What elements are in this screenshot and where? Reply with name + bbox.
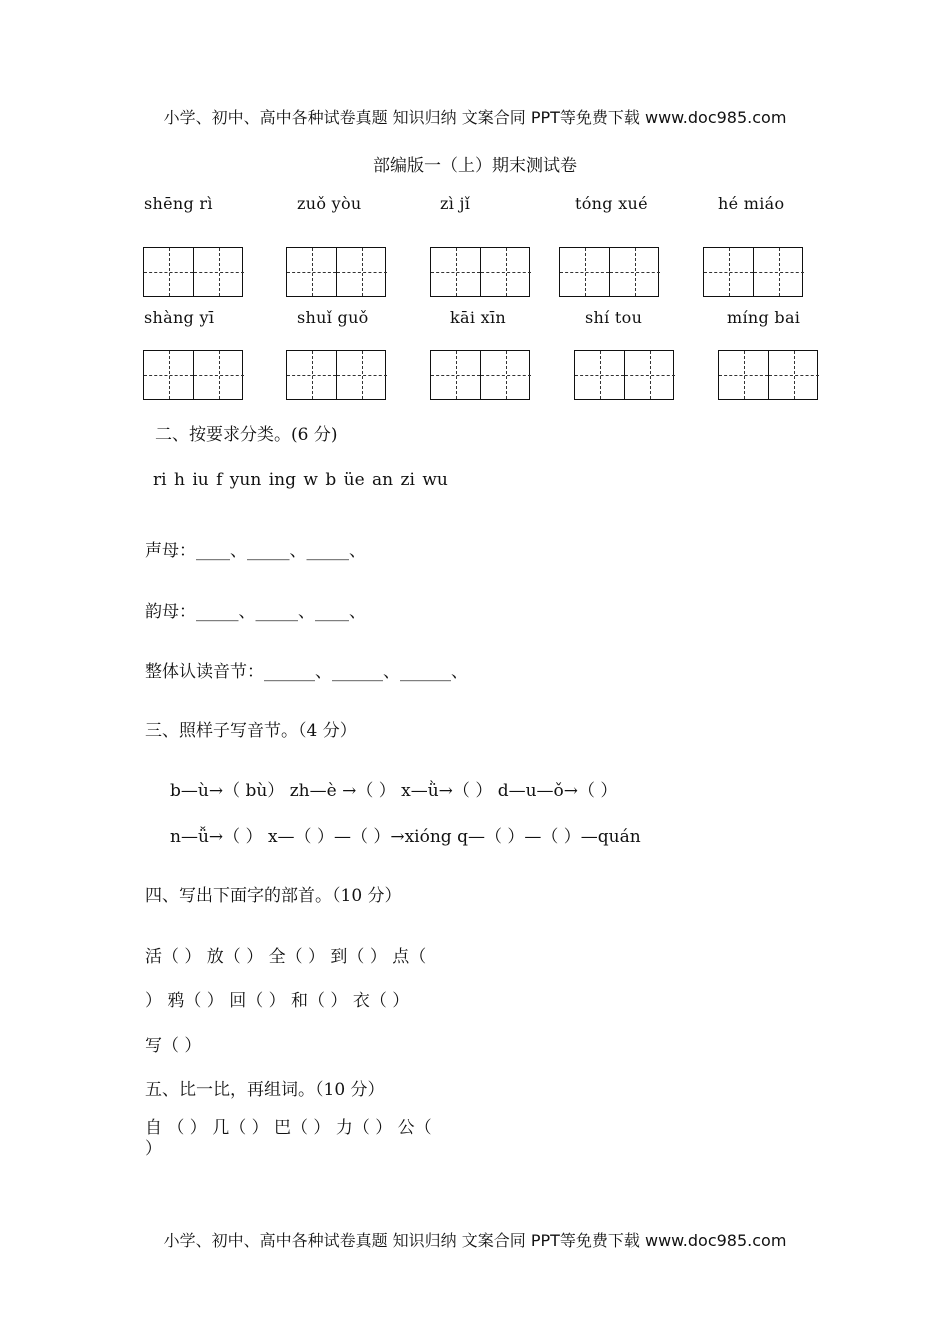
- zhengti-answer-line[interactable]: 整体认读音节：______、______、______、: [145, 662, 468, 682]
- pinyin-label: hé miáo: [718, 194, 785, 213]
- writing-grid[interactable]: [286, 247, 386, 297]
- pinyin-label: zuǒ yòu: [297, 194, 362, 213]
- writing-grid[interactable]: [143, 247, 243, 297]
- radical-exercise-line[interactable]: 活（ ） 放（ ） 全（ ） 到（ ） 点（: [145, 947, 427, 967]
- pinyin-label: míng bai: [727, 308, 801, 327]
- radical-exercise-line[interactable]: 写（ ）: [145, 1036, 202, 1056]
- pinyin-label: shuǐ guǒ: [297, 308, 369, 327]
- writing-grid[interactable]: [703, 247, 803, 297]
- writing-grid[interactable]: [574, 350, 674, 400]
- pinyin-label: zì jǐ: [440, 194, 471, 213]
- pinyin-letters: ri h iu f yun ing w b üe an zi wu: [153, 470, 448, 490]
- word-exercise-line[interactable]: 自 （ ） 几（ ） 巴（ ） 力（ ） 公（: [145, 1118, 432, 1138]
- radical-exercise-line[interactable]: ） 鸦（ ） 回（ ） 和（ ） 衣（ ）: [145, 991, 410, 1011]
- writing-grid[interactable]: [430, 247, 530, 297]
- pinyin-label: shēng rì: [144, 194, 213, 213]
- syllable-exercise-line[interactable]: b—ù→（ bù） zh—è →（ ） x—ǜ→（ ） d—u—ǒ→（ ）: [170, 781, 618, 801]
- section-heading: 五、比一比，再组词。（10 分）: [145, 1080, 385, 1100]
- section-heading: 四、写出下面字的部首。（10 分）: [145, 886, 402, 906]
- section-heading: 三、照样子写音节。（4 分）: [145, 721, 357, 741]
- writing-grid[interactable]: [286, 350, 386, 400]
- page-title: 部编版一（上）期末测试卷: [373, 156, 577, 176]
- writing-grid[interactable]: [559, 247, 659, 297]
- pinyin-label: shí tou: [585, 308, 643, 327]
- writing-grid[interactable]: [718, 350, 818, 400]
- writing-grid[interactable]: [430, 350, 530, 400]
- page-header: 小学、初中、高中各种试卷真题 知识归纳 文案合同 PPT等免费下载 www.doc985.com: [163, 108, 787, 127]
- pinyin-label: tóng xué: [575, 194, 648, 213]
- writing-grid[interactable]: [143, 350, 243, 400]
- pinyin-label: kāi xīn: [450, 308, 506, 327]
- shengmu-answer-line[interactable]: 声母：____、_____、_____、: [145, 541, 366, 561]
- section-heading: 二、按要求分类。(6 分): [155, 425, 338, 445]
- pinyin-label: shàng yī: [144, 308, 215, 327]
- yunmu-answer-line[interactable]: 韵母：_____、_____、____、: [145, 602, 366, 622]
- syllable-exercise-line[interactable]: n—ǚ→（ ） x—（ ）—（ ）→xióng q—（ ）—（ ）—quán: [170, 827, 641, 847]
- page-footer: 小学、初中、高中各种试卷真题 知识归纳 文案合同 PPT等免费下载 www.doc985.com: [163, 1231, 787, 1250]
- word-exercise-line[interactable]: ）: [145, 1139, 162, 1159]
